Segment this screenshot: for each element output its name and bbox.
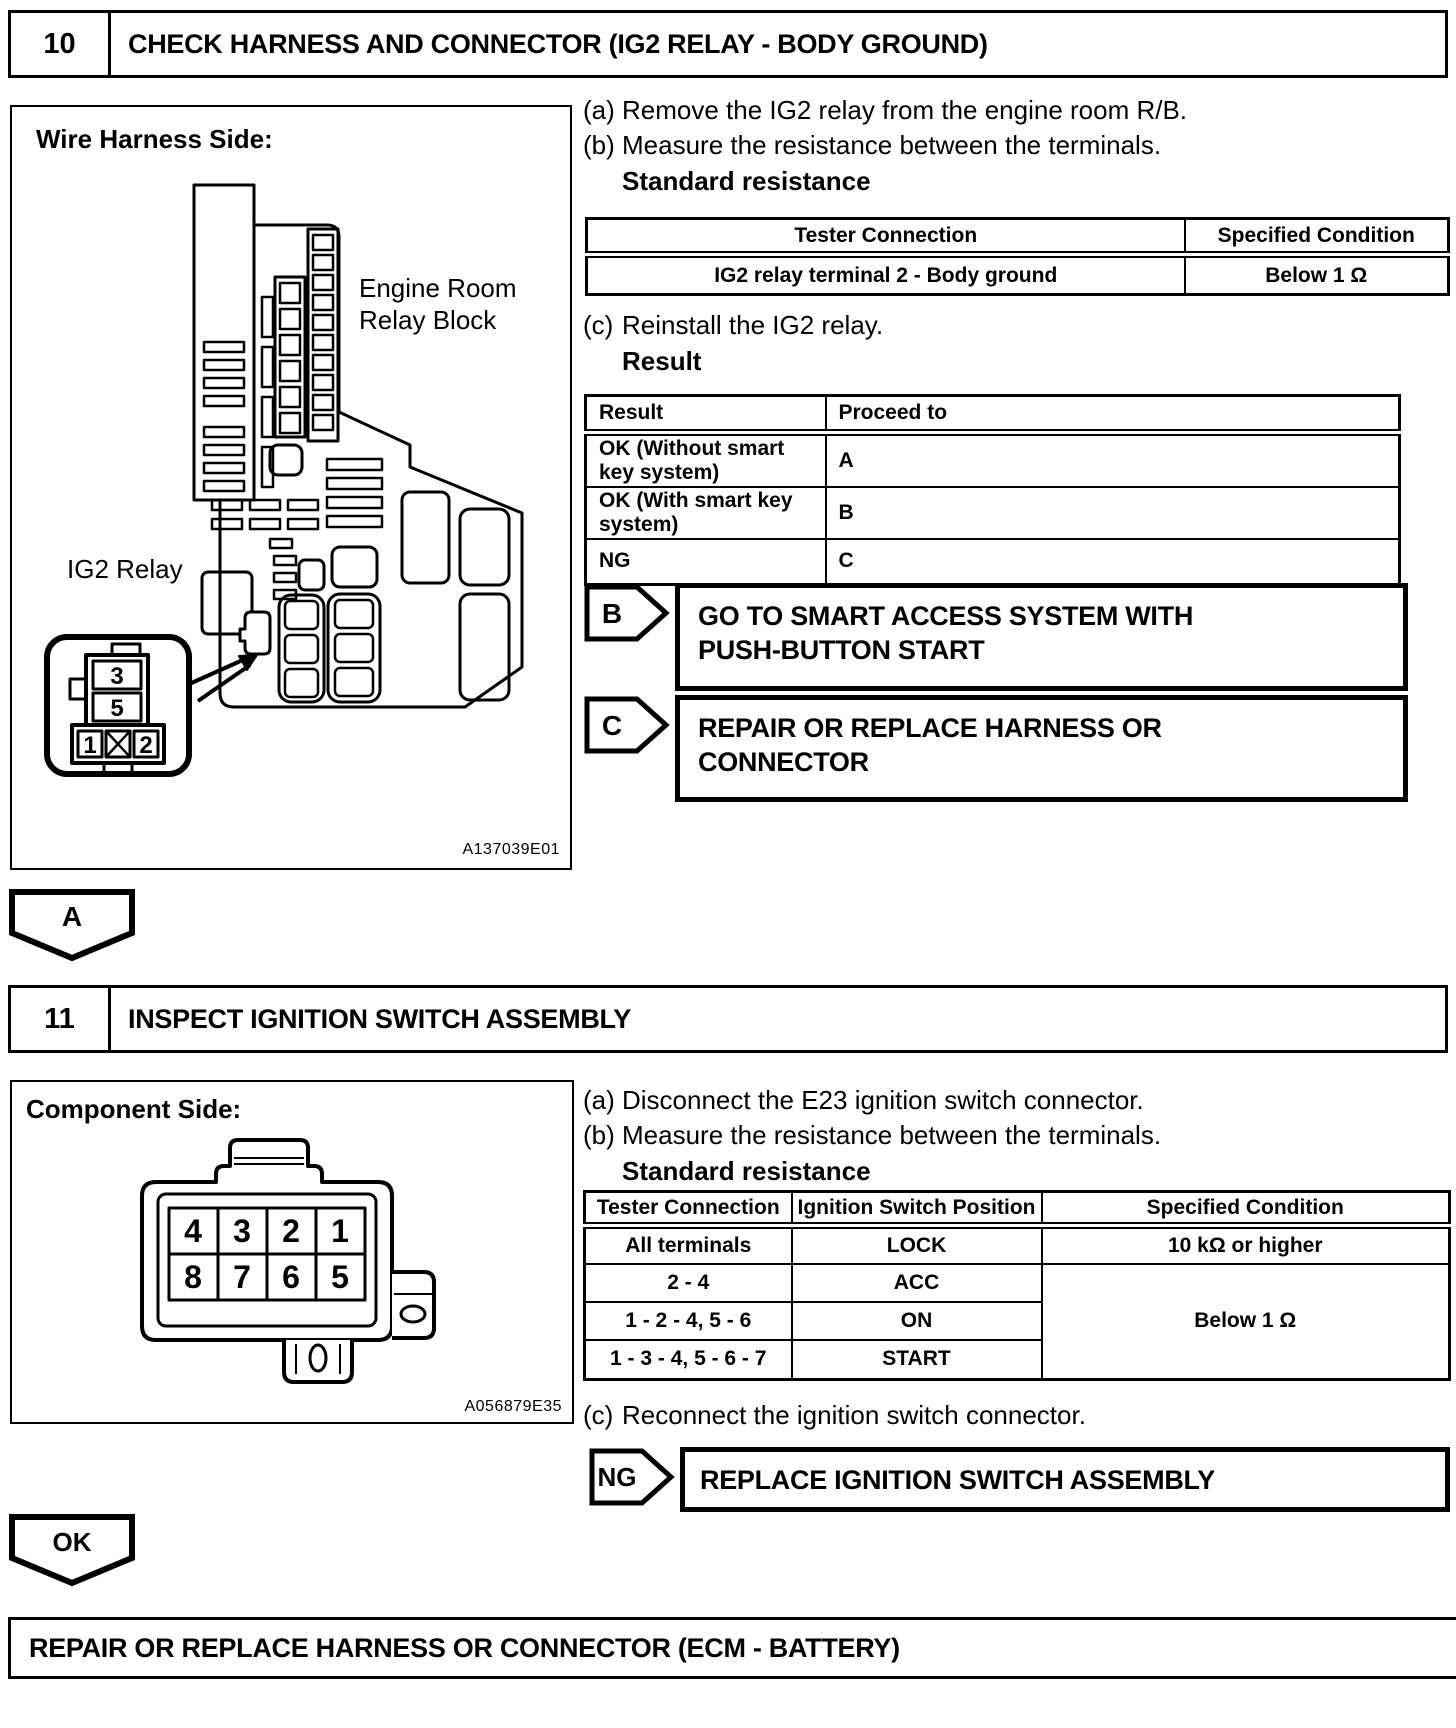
table-cell: All terminals (585, 1226, 792, 1264)
final-action-title: REPAIR OR REPLACE HARNESS OR CONNECTOR (ECM - BATTERY) (29, 1632, 900, 1663)
instruction-letter: (b) (583, 1120, 615, 1150)
table-row (586, 487, 1400, 539)
ignition-connector-diagram (12, 1082, 572, 1422)
branch-b-arrow (583, 583, 671, 643)
table-cell: 2 - 4 (585, 1264, 792, 1302)
action-line: REPLACE IGNITION SWITCH ASSEMBLY (700, 1464, 1215, 1495)
figure1-label: Wire Harness Side: (36, 124, 273, 154)
col-header: Tester Connection (587, 219, 1185, 255)
table-cell: A (826, 433, 1400, 488)
step10-instruction-a (583, 95, 1443, 126)
table-cell: OK (With smart key system) (586, 487, 826, 539)
step11-instruction-c (583, 1400, 1443, 1431)
table-cell: OK (Without smart key system) (586, 433, 826, 488)
instruction-letter: (c) (583, 1400, 614, 1430)
table-row (585, 1226, 1450, 1264)
col-header: Result (586, 396, 826, 433)
standard-resistance-heading: Standard resistance (622, 166, 871, 196)
instruction-letter: (a) (583, 1085, 615, 1115)
col-header: Tester Connection (585, 1192, 792, 1226)
step11-instruction-a (583, 1085, 1443, 1116)
result-heading: Result (622, 346, 702, 376)
step-10-header (8, 10, 1448, 78)
pin-5: 5 (331, 1259, 349, 1295)
relay-block-diagram (12, 107, 570, 868)
continue-ok-label: OK (52, 1527, 92, 1557)
action-line: REPAIR OR REPLACE HARNESS OR (698, 713, 1162, 743)
result-table (584, 394, 1401, 586)
step-10-number: 10 (11, 13, 111, 75)
table-cell: START (792, 1340, 1042, 1380)
figure2-code: A056879E35 (464, 1398, 562, 1415)
engine-room-annotation (359, 272, 517, 336)
standard-resistance-heading-11: Standard resistance (622, 1156, 871, 1186)
table-row (586, 433, 1400, 488)
action-line: GO TO SMART ACCESS SYSTEM WITH (698, 601, 1194, 631)
instruction-letter: (b) (583, 130, 615, 160)
final-action-box (8, 1617, 1456, 1679)
pin-6: 6 (282, 1259, 300, 1295)
branch-ng-action-box (680, 1447, 1450, 1512)
col-header: Specified Condition (1042, 1192, 1450, 1226)
resistance-table-step10 (585, 217, 1450, 296)
instruction-text: Reconnect the ignition switch connector. (622, 1400, 1086, 1430)
pin-7: 7 (233, 1259, 251, 1295)
table-cell: ACC (792, 1264, 1042, 1302)
table-row (585, 1264, 1450, 1302)
col-header: Proceed to (826, 396, 1400, 433)
instruction-text: Remove the IG2 relay from the engine room R/B. (622, 95, 1188, 125)
pin-3: 3 (233, 1213, 251, 1249)
step-10-title: CHECK HARNESS AND CONNECTOR (IG2 RELAY - BODY GROUND) (128, 28, 988, 59)
continue-ok-arrow (8, 1513, 136, 1587)
table-cell: LOCK (792, 1226, 1042, 1264)
col-header: Specified Condition (1185, 219, 1449, 255)
instruction-letter: (c) (583, 310, 614, 340)
callout-pin-1: 1 (83, 732, 97, 759)
resistance-table-step11 (583, 1190, 1451, 1381)
pin-1: 1 (331, 1213, 349, 1249)
step-11-number: 11 (11, 988, 111, 1050)
step11-instruction-b (583, 1120, 1443, 1151)
col-header: Ignition Switch Position (792, 1192, 1042, 1226)
instruction-text: Measure the resistance between the terminals. (622, 130, 1162, 160)
table-cell: IG2 relay terminal 2 - Body ground (587, 255, 1185, 295)
action-line: CONNECTOR (698, 747, 869, 777)
branch-ng-label: NG (597, 1462, 637, 1492)
table-row (586, 539, 1400, 584)
callout-pin-3: 3 (110, 663, 124, 690)
branch-b-action-box (675, 583, 1408, 691)
pin-2: 2 (282, 1213, 300, 1249)
callout-pin-2: 2 (139, 732, 153, 759)
action-line: PUSH-BUTTON START (698, 635, 985, 665)
figure2-label: Component Side: (26, 1094, 242, 1124)
pin-4: 4 (184, 1213, 202, 1249)
pin-8: 8 (184, 1259, 202, 1295)
ig2-relay-annotation: IG2 Relay (67, 554, 183, 584)
component-side-figure (10, 1080, 574, 1424)
branch-c-arrow (583, 695, 671, 755)
instruction-letter: (a) (583, 95, 615, 125)
table-cell: B (826, 487, 1400, 539)
table-cell: ON (792, 1302, 1042, 1340)
continue-a-arrow (8, 888, 136, 962)
table-cell: 1 - 2 - 4, 5 - 6 (585, 1302, 792, 1340)
instruction-text: Disconnect the E23 ignition switch connector. (622, 1085, 1144, 1115)
branch-c-label: C (601, 710, 623, 741)
step10-instruction-c (583, 310, 1443, 341)
step10-instruction-b (583, 130, 1443, 161)
table-cell-merged: Below 1 Ω (1042, 1264, 1450, 1380)
table-cell: Below 1 Ω (1185, 255, 1449, 295)
table-cell: C (826, 539, 1400, 584)
table-cell: NG (586, 539, 826, 584)
instruction-text: Measure the resistance between the terminals. (622, 1120, 1162, 1150)
branch-c-action-box (675, 695, 1408, 802)
engine-room-line2: Relay Block (359, 305, 497, 335)
wire-harness-figure (10, 105, 572, 870)
step-11-title: INSPECT IGNITION SWITCH ASSEMBLY (128, 1003, 631, 1034)
table-cell: 1 - 3 - 4, 5 - 6 - 7 (585, 1340, 792, 1380)
callout-pin-5: 5 (110, 695, 124, 722)
engine-room-line1: Engine Room (359, 273, 517, 303)
table-cell: 10 kΩ or higher (1042, 1226, 1450, 1264)
instruction-text: Reinstall the IG2 relay. (622, 310, 884, 340)
continue-a-label: A (61, 901, 83, 932)
figure1-code: A137039E01 (462, 841, 560, 858)
table-row (587, 255, 1449, 295)
step-11-header (8, 985, 1448, 1053)
branch-b-label: B (601, 598, 623, 629)
branch-ng-arrow (588, 1447, 676, 1507)
